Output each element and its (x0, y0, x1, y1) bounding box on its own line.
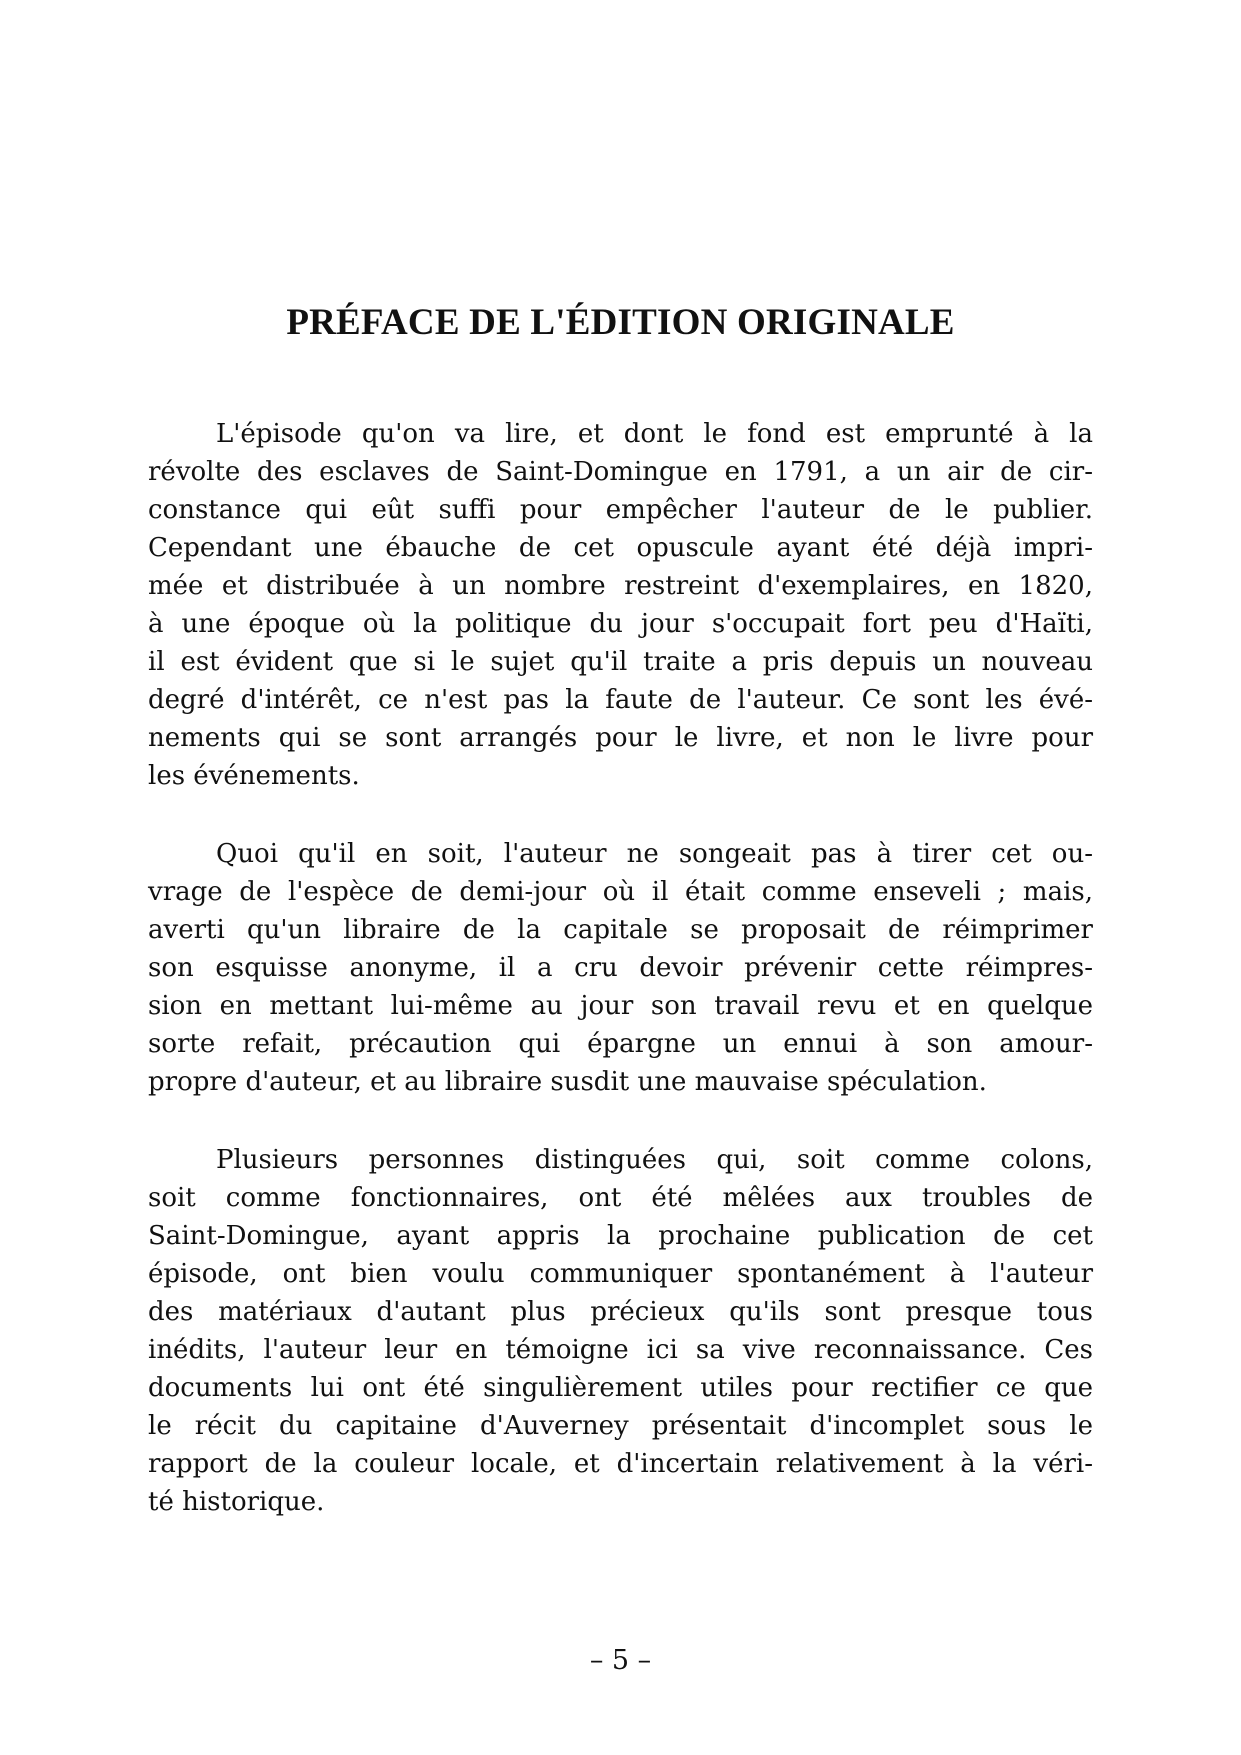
paragraph-1-line-8: degré d'intérêt, ce n'est pas la faute de l'auteur. Ce sont les évé- (148, 685, 1093, 715)
paragraph-1-line-3: constance qui eût suffi pour empêcher l'auteur de le publier. (148, 495, 1093, 525)
paragraph-1-line-9: nements qui se sont arrangés pour le livre, et non le livre pour (148, 723, 1093, 753)
paragraph-1-line-5: mée et distribuée à un nombre restreint d'exemplaires, en 1820, (148, 571, 1093, 601)
paragraph-3-line-9: rapport de la couleur locale, et d'incertain relativement à la véri- (148, 1449, 1093, 1479)
paragraph-3-line-2: soit comme fonctionnaires, ont été mêlées aux troubles de (148, 1183, 1093, 1213)
paragraph-3-line-8: le récit du capitaine d'Auverney présentait d'incomplet sous le (148, 1411, 1093, 1441)
paragraph-1-line-4: Cependant une ébauche de cet opuscule ayant été déjà impri- (148, 533, 1093, 563)
paragraph-3-line-5: des matériaux d'autant plus précieux qu'ils sont presque tous (148, 1297, 1093, 1327)
paragraph-3-line-10: té historique. (148, 1487, 325, 1517)
paragraph-2-line-3: averti qu'un libraire de la capitale se proposait de réimprimer (148, 915, 1093, 945)
paragraph-3-line-1: Plusieurs personnes distinguées qui, soit comme colons, (216, 1145, 1093, 1175)
paragraph-2-line-2: vrage de l'espèce de demi-jour où il était comme enseveli ; mais, (148, 877, 1093, 907)
paragraph-3 (148, 1141, 1093, 1521)
paragraph-1-line-10: les événements. (148, 761, 360, 791)
page-number: – 5 – (589, 1645, 652, 1676)
paragraph-1-line-2: révolte des esclaves de Saint-Domingue en 1791, a un air de cir- (148, 457, 1093, 487)
paragraph-1 (148, 415, 1093, 795)
paragraph-3-line-4: épisode, ont bien voulu communiquer spontanément à l'auteur (148, 1259, 1093, 1289)
page-title: PRÉFACE DE L'ÉDITION ORIGINALE (286, 301, 955, 343)
paragraph-1-line-7: il est évident que si le sujet qu'il traite a pris depuis un nouveau (148, 647, 1093, 677)
paragraph-2-line-4: son esquisse anonyme, il a cru devoir prévenir cette réimpres- (148, 953, 1093, 983)
paragraph-3-line-7: documents lui ont été singulièrement utiles pour rectifier ce que (148, 1373, 1093, 1403)
paragraph-2 (148, 835, 1093, 1101)
paragraph-3-line-3: Saint-Domingue, ayant appris la prochaine publication de cet (148, 1221, 1093, 1251)
paragraph-3-line-6: inédits, l'auteur leur en témoigne ici sa vive reconnaissance. Ces (148, 1335, 1093, 1365)
paragraph-1-line-1: L'épisode qu'on va lire, et dont le fond est emprunté à la (216, 419, 1093, 449)
paragraph-2-line-5: sion en mettant lui-même au jour son travail revu et en quelque (148, 991, 1093, 1021)
paragraph-2-line-7: propre d'auteur, et au libraire susdit une mauvaise spéculation. (148, 1067, 987, 1097)
paragraph-1-line-6: à une époque où la politique du jour s'occupait fort peu d'Haïti, (148, 609, 1093, 639)
paragraph-2-line-1: Quoi qu'il en soit, l'auteur ne songeait pas à tirer cet ou- (216, 839, 1093, 869)
paragraph-2-line-6: sorte refait, précaution qui épargne un ennui à son amour- (148, 1029, 1093, 1059)
